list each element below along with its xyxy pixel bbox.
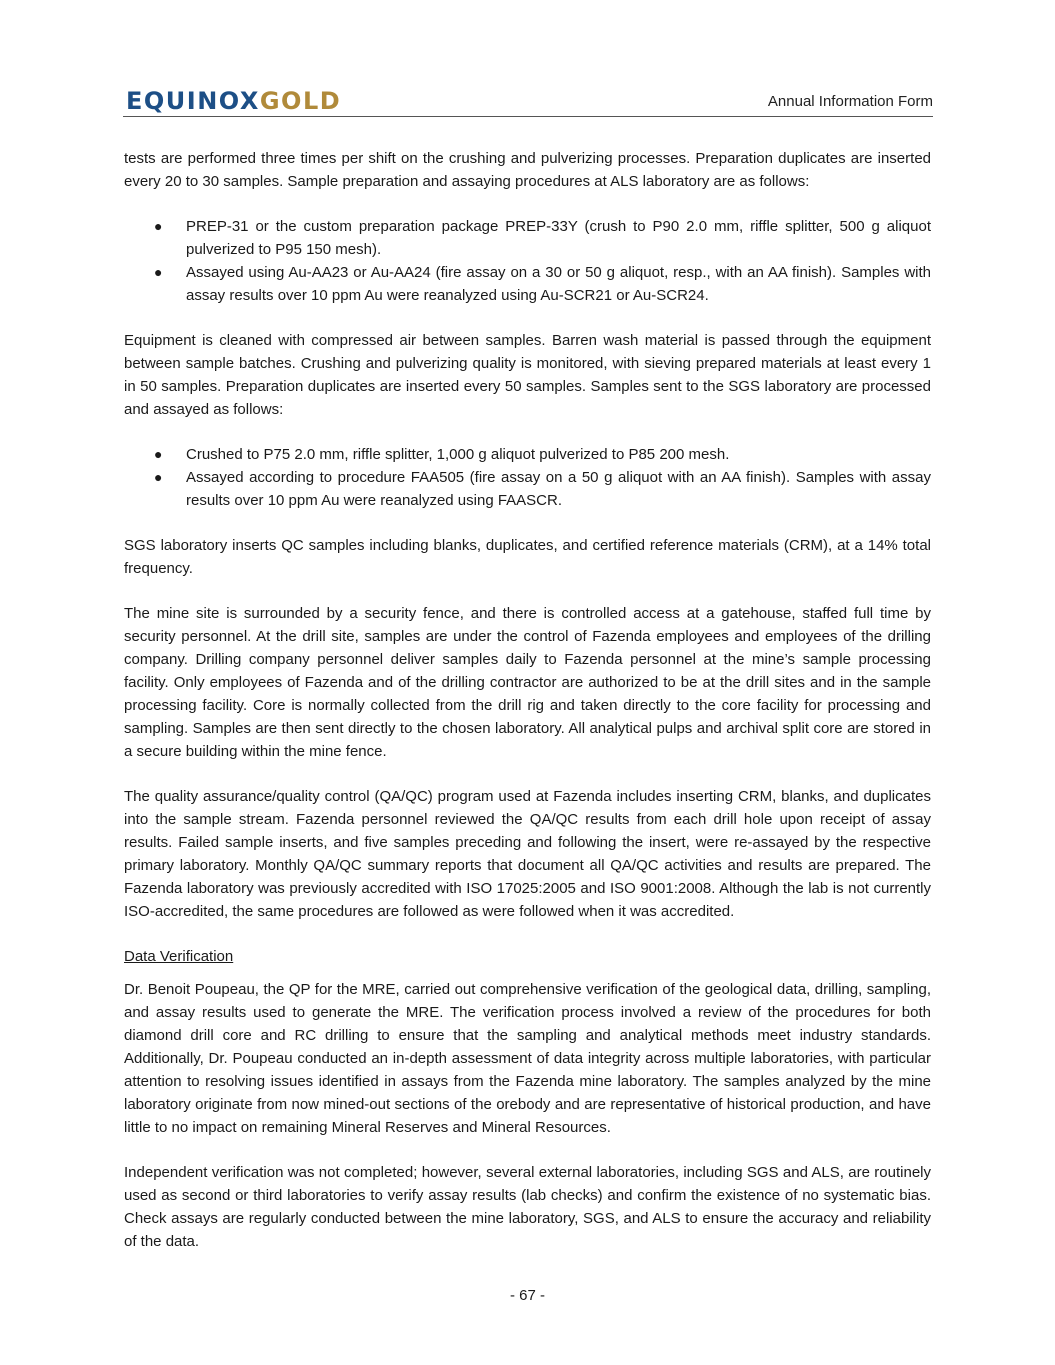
paragraph-als-prep: tests are performed three times per shift on the crushing and pulverizing processes. Preparation duplicates are inserted every 20 to 30 samples. Sample preparation and assaying procedures at ALS laboratory are as follows: [124, 150, 931, 190]
bullet-icon: ● [154, 446, 163, 462]
list-item [124, 443, 931, 466]
als-procedure-list [124, 215, 931, 307]
bullet-icon: ● [154, 264, 163, 280]
list-item [124, 466, 931, 512]
list-item-text: Assayed using Au-AA23 or Au-AA24 (fire assay on a 30 or 50 g aliquot, resp., with an AA finish). Samples with assay results over 10 ppm Au were reanalyzed using Au-SCR21 or Au-SCR24. [186, 264, 931, 304]
page-header [123, 86, 933, 117]
list-item [124, 215, 931, 261]
paragraph-independent-verification: Independent verification was not completed; however, several external laboratories, including SGS and ALS, are routinely used as second or third laboratories to verify assay results (lab checks) and confirm the existence of no systematic bias. Check assays are regularly conducted between the mine laboratory, SGS, and ALS to ensure the accuracy and reliability of the data. [124, 1164, 931, 1250]
paragraph-security: The mine site is surrounded by a security fence, and there is controlled access at a gatehouse, staffed full time by security personnel. At the drill site, samples are under the control of Fazenda employees and employees of the drilling company. Drilling company personnel deliver samples daily to Fazenda personnel at the mine’s sample processing facility. Only employees of Fazenda and of the drilling contractor are authorized to be at the drill sites and in the sample processing facility. Core is normally collected from the drill rig and taken directly to the core facility for processing and sampling. Samples are then sent directly to the chosen laboratory. All analytical pulps and archival split core are stored in a secure building within the mine fence. [124, 605, 931, 760]
company-logo [126, 86, 341, 116]
list-item-text: PREP-31 or the custom preparation package PREP-33Y (crush to P90 2.0 mm, riffle splitter, 500 g aliquot pulverized to P95 150 mesh). [186, 218, 931, 258]
list-item [124, 261, 931, 307]
logo-text-gold: GOLD [259, 87, 342, 115]
paragraph-verification: Dr. Benoit Poupeau, the QP for the MRE, carried out comprehensive verification of the geological data, drilling, sampling, and assay results used to generate the MRE. The verification process involved a review of the procedures for both diamond drill core and RC drilling to ensure that the sampling and analytical methods meet industry standards. Additionally, Dr. Poupeau conducted an in-depth assessment of data integrity across multiple laboratories, with particular attention to resolving issues identified in assays from the Fazenda mine laboratory. The samples analyzed by the mine laboratory originate from now mined-out sections of the orebody and are representative of historical production, and have little to no impact on remaining Mineral Reserves and Mineral Resources. [124, 981, 931, 1136]
page-number: - 67 - [509, 1287, 545, 1304]
bullet-icon: ● [154, 469, 163, 485]
page-body [124, 147, 931, 1253]
list-item-text: Crushed to P75 2.0 mm, riffle splitter, 1,000 g aliquot pulverized to P85 200 mesh. [186, 446, 730, 463]
section-heading-data-verification: Data Verification [124, 948, 234, 965]
paragraph-qaqc: The quality assurance/quality control (QA/QC) program used at Fazenda includes inserting CRM, blanks, and duplicates into the sample stream. Fazenda personnel reviewed the QA/QC results from each drill hole upon receipt of assay results. Failed sample inserts, and five samples preceding and following the insert, were re-assayed by the respective primary laboratory. Monthly QA/QC summary reports that document all QA/QC activities and results are prepared. The Fazenda laboratory was previously accredited with ISO 17025:2005 and ISO 9001:2008. Although the lab is not currently ISO-accredited, the same procedures are followed as were followed when it was accredited. [124, 788, 931, 920]
list-item-text: Assayed according to procedure FAA505 (fire assay on a 50 g aliquot with an AA finish). Samples with assay results over 10 ppm Au were reanalyzed using FAASCR. [186, 469, 931, 509]
paragraph-sgs-qc: SGS laboratory inserts QC samples including blanks, duplicates, and certified reference materials (CRM), at a 14% total frequency. [124, 537, 931, 577]
bullet-icon: ● [154, 218, 163, 234]
sgs-procedure-list [124, 443, 931, 512]
paragraph-equipment: Equipment is cleaned with compressed air between samples. Barren wash material is passed through the equipment between sample batches. Crushing and pulverizing quality is monitored, with sieving prepared materials at least every 1 in 50 samples. Preparation duplicates are inserted every 50 samples. Samples sent to the SGS laboratory are processed and assayed as follows: [124, 332, 931, 418]
logo-text-equinox: EQUINOX [126, 87, 260, 115]
document-title: Annual Information Form [767, 93, 933, 110]
